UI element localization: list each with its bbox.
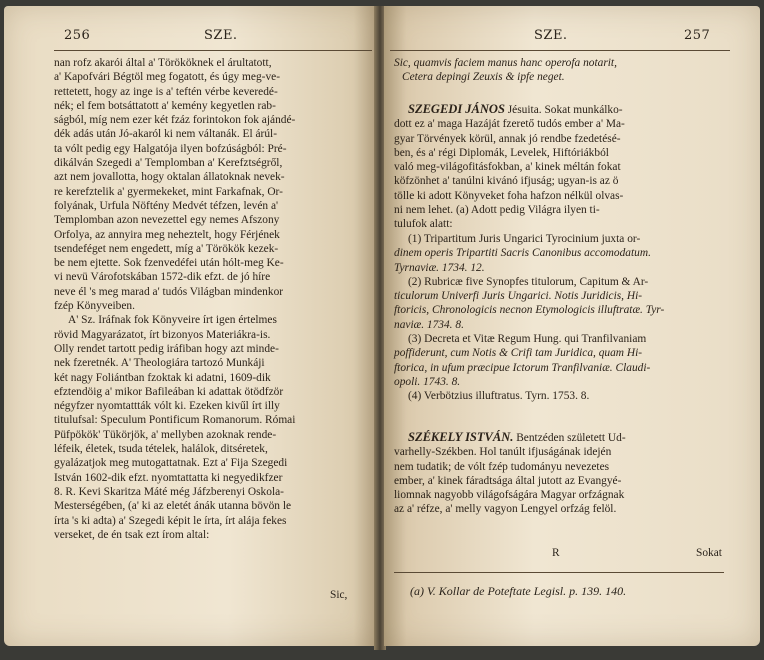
work-3-line: poffiderunt, cum Notis & Crifi tam Juridica, quam Hi- bbox=[394, 347, 643, 360]
entry2-line: az a' réfze, a' melly vagyon Lengyel orfzág felöl. bbox=[394, 503, 617, 516]
left-text-line: Püfpökök' Tükörjök, a' mellyben azoknak rende- bbox=[54, 428, 277, 441]
left-text-line: folyának, Urfula Nöftény Medvét téfzen, levén a' bbox=[54, 199, 279, 212]
entry1-line: való meg-világofitásfokban, a' kinek méltán fokat bbox=[394, 161, 621, 174]
left-text-line: gyalázatjok meg mutogattatnak. Ezt a' Fija Szegedi bbox=[54, 457, 288, 470]
left-text-line: dék adás után Jó-akaról ki nem váltanák. El árúl- bbox=[54, 128, 277, 141]
entry-szegedi-janos bbox=[394, 102, 625, 232]
left-text-line: Olly rendet tartott pedig iráfiban hogy azt minde- bbox=[54, 342, 279, 355]
footnote-rule bbox=[394, 572, 724, 573]
verse-line-1: Sic, quamvis faciem manus hanc operofa notarit, bbox=[394, 57, 617, 69]
work-2-line: ticulorum Univerfi Juris Ungarici. Notis Juridicis, Hi- bbox=[394, 290, 643, 303]
entry1-line: ni nem lehet. (a) Adott pedig Világra ilyen ti- bbox=[394, 204, 600, 217]
entry1-line: köfzönhet a' tanúlni kivánó ifjuság; ugyan-is az ö bbox=[394, 175, 619, 188]
entry2-line: varhelly-Székben. Hol tanúlt ifjuságának idején bbox=[394, 446, 612, 459]
work-3-line: opoli. 1743. 8. bbox=[394, 375, 461, 388]
left-text-line: rövid Magyarázatot, írt bizonyos Materiákra-is. bbox=[54, 328, 271, 341]
entry2-line-0: Bentzéden született Ud- bbox=[513, 432, 626, 444]
entry-name-szekely: SZÉKELY ISTVÁN. bbox=[408, 430, 514, 444]
works-list bbox=[394, 232, 664, 404]
left-text-line: két nagy Foliántban fzoktak ki adatni, 1609-dik bbox=[54, 371, 271, 384]
entry2-line: ember, a' kinek fáradtsága által jutott az Evangyé- bbox=[394, 474, 622, 487]
left-text-line: léfeik, életek, tsuda tételek, halálok, ditséretek, bbox=[54, 443, 268, 456]
right-running-head: SZE. bbox=[534, 28, 568, 43]
left-text-line: Orfolya, az annyira meg neheztelt, hogy Férjének bbox=[54, 228, 280, 241]
left-text-line: a' Kapofvári Bégtöl meg fogatott, és úgy meg-ve- bbox=[54, 71, 280, 84]
work-3-line: ftorica, in ufum præcipue Ictorum Tranfilvaniæ. Claudi- bbox=[394, 361, 651, 374]
catchword: Sokat bbox=[696, 547, 722, 559]
left-text-line: fzép Könyveiben. bbox=[54, 300, 135, 313]
left-text-line: be nem ejtette. Sok fzenvedéfei után hólt-meg Ke- bbox=[54, 257, 284, 270]
left-text-line: A' Sz. Iráfnak fok Könyveire írt igen értelmes bbox=[68, 314, 277, 327]
entry1-line: gyar Törvények körül, annak jó rendbe fzedetésé- bbox=[394, 132, 621, 145]
verse-line-2: Cetera depingi Zeuxis & ipfe neget. bbox=[402, 71, 565, 84]
footnote: (a) V. Kollar de Poteftate Legisl. p. 139. 140. bbox=[410, 584, 627, 598]
entry-name-szegedi: SZEGEDI JÁNOS bbox=[408, 102, 505, 116]
left-text-line: rettetett, hogy az inge is a' teftén vérbe keveredé- bbox=[54, 85, 278, 98]
left-text-line: írta 's ki adta) a' Szegedi képit le írta, írt alája fekes bbox=[54, 514, 287, 527]
entry1-line: ben, és a' régi Diplomák, Levelek, Hiftóriákból bbox=[394, 146, 609, 159]
entry-szekely-istvan bbox=[394, 430, 626, 517]
work-3-line: (3) Decreta et Vitæ Regum Hung. qui Tranfilvaniam bbox=[408, 333, 647, 346]
left-running-head: SZE. bbox=[204, 28, 238, 43]
left-text-line: efztendöig a' mikor Bafileában ki adattak ötödfzör bbox=[54, 385, 284, 398]
left-text-line: vi nevü Várofotskában 1572-dik efzt. de jó híre bbox=[54, 271, 271, 284]
work-1-line: Tyrnaviæ. 1734. 12. bbox=[394, 261, 485, 274]
left-text-line: ságból, míg nem ezer két fzáz forintokon fok ajándé- bbox=[54, 114, 296, 127]
entry1-line: dott ez a' maga Hazáját fzerető tudós ember a' Ma- bbox=[394, 118, 625, 131]
left-header-rule bbox=[54, 50, 372, 51]
work-2-line: naviæ. 1734. 8. bbox=[394, 318, 464, 331]
signature-mark: R bbox=[552, 547, 560, 559]
entry1-line: tölle ki adott Könyveket foha hafzon nélkül olvas- bbox=[394, 189, 624, 202]
left-text-line: Templomban azon nevezettel egy nemes Afszony bbox=[54, 214, 280, 227]
left-text-line: nan rofz akarói által a' Törököknek el árultatott, bbox=[54, 57, 272, 69]
work-2-line: (2) Rubricæ five Synopfes titulorum, Capitum & Ar- bbox=[408, 275, 649, 288]
entry2-line: liomnak nagyobb világofságára Magyar orfzágnak bbox=[394, 489, 625, 502]
left-text-line: nék; el fem botsáttatott a' kemény kegyetlen rab- bbox=[54, 99, 276, 112]
verse-block bbox=[394, 56, 617, 85]
entry1-line: tulufok alatt: bbox=[394, 218, 453, 231]
work-2-line: ftoricis, Chronologicis necnon Etymologicis illuftratæ. Tyr- bbox=[394, 304, 665, 317]
left-text-line: 8. R. Kevi Skaritza Máté még Jáfzberenyi Oskola- bbox=[54, 485, 284, 498]
entry2-line: nem tudatik; de vólt fzép tudományu nevezetes bbox=[394, 460, 610, 473]
left-text-line: verseket, de én tsak ezt írom altal: bbox=[54, 528, 210, 541]
left-page-number: 256 bbox=[64, 28, 91, 43]
left-text-line: re kerefztelik a' gyermekeket, mint Farkafnak, Or- bbox=[54, 185, 283, 198]
left-text-line: ta vólt pedig egy Halgatója ilyen bofzúságból: Pré- bbox=[54, 142, 287, 155]
right-header-rule bbox=[390, 50, 730, 51]
left-text-line: neve él 's meg marad a' tudós Világban mindenkor bbox=[54, 285, 284, 298]
right-page bbox=[384, 6, 760, 646]
left-text-line: dikálván Szegedi a' Templomban a' Kerefztségről, bbox=[54, 157, 283, 170]
left-text-line: Mesterségében, (a' ki az eletét ánák utanna bövön le bbox=[54, 500, 292, 513]
work-1-line: dinem operis Tripartiti Sacris Canonibus accomodatum. bbox=[394, 247, 651, 260]
left-text-line: nek fzeretnék. A' Theologiára tartozó Munkáji bbox=[54, 357, 265, 370]
left-signature-word: Sic, bbox=[330, 589, 348, 601]
left-text-line: titulufsal: Speculum Pontificum Romanorum. Római bbox=[54, 414, 296, 427]
work-4-line: (4) Verbötzius illuftratus. Tyrn. 1753. 8. bbox=[408, 390, 590, 403]
left-text-line: tsendeféget nem engedett, míg a' Törökök kezek- bbox=[54, 242, 279, 255]
work-1-line: (1) Tripartitum Juris Ungarici Tyrocinium juxta or- bbox=[408, 233, 641, 245]
open-book bbox=[4, 6, 760, 656]
right-page-number: 257 bbox=[684, 28, 711, 43]
left-text-line: István 1602-dik efzt. nyomtattatta ki negyedikfzer bbox=[54, 471, 283, 484]
left-text-line: négyfzer nyomtattták vólt ki. Ezeken kivűl írt illy bbox=[54, 400, 280, 413]
left-body-text bbox=[54, 56, 295, 542]
entry1-line-0: Jésuita. Sokat munkálko- bbox=[504, 104, 623, 116]
left-text-line: azt nem jovallotta, hogy oktalan állatoknak nevek- bbox=[54, 171, 285, 184]
left-page bbox=[4, 6, 376, 646]
